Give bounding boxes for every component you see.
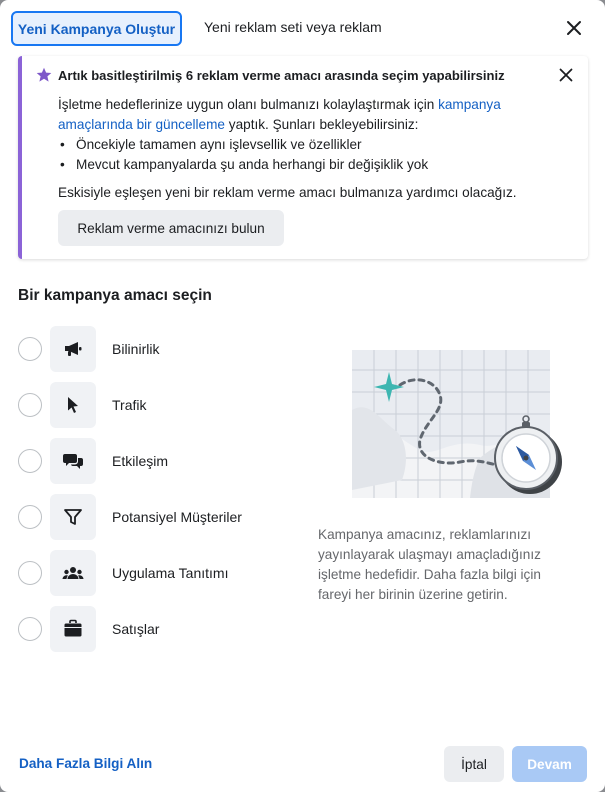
notice-title: Artık basitleştirilmiş 6 reklam verme amacı arasında seçim yapabilirsiniz — [58, 68, 505, 83]
objective-icon-tile — [50, 494, 96, 540]
people-icon — [62, 563, 84, 583]
objective-label: Satışlar — [112, 621, 160, 637]
objective-icon-tile — [50, 382, 96, 428]
tab-new-campaign[interactable]: Yeni Kampanya Oluştur — [11, 11, 182, 46]
notice-body — [58, 95, 568, 135]
continue-button[interactable]: Devam — [512, 746, 587, 782]
radio-leads[interactable] — [18, 505, 42, 529]
notice-body-text: İşletme hedeflerinize uygun olanı bulmanızı kolaylaştırmak için — [58, 97, 439, 112]
objective-label: Uygulama Tanıtımı — [112, 565, 229, 581]
briefcase-icon — [63, 619, 83, 639]
objective-update-notice — [18, 56, 588, 259]
objective-icon-tile — [50, 606, 96, 652]
cursor-icon — [63, 395, 83, 415]
objective-icon-tile — [50, 550, 96, 596]
objective-label: Trafik — [112, 397, 147, 413]
map-compass-illustration — [340, 340, 570, 515]
objective-label: Potansiyel Müşteriler — [112, 509, 242, 525]
notice-bullet: • Öncekiyle tamamen aynı işlevsellik ve özellikler — [58, 135, 428, 155]
dialog-header — [0, 0, 605, 56]
objective-option-leads[interactable] — [18, 494, 298, 540]
objective-option-traffic[interactable] — [18, 382, 298, 428]
objective-option-engagement[interactable] — [18, 438, 298, 484]
find-objective-button[interactable]: Reklam verme amacınızı bulun — [58, 210, 284, 246]
close-icon[interactable] — [563, 17, 585, 39]
notice-closing-text: Eskisiyle eşleşen yeni bir reklam verme amacı bulmanıza yardımcı olacağız. — [58, 185, 517, 200]
chat-bubbles-icon — [62, 451, 84, 471]
notice-body-text-end: yaptık. Şunları bekleyebilirsiniz: — [225, 117, 419, 132]
objective-label: Etkileşim — [112, 453, 169, 469]
filter-icon — [63, 507, 83, 527]
objective-helper-text: Kampanya amacınız, reklamlarınızı yayınlayarak ulaşmayı amaçladığınız işletme hedefidir. Daha fazla bilgi için fareyi her birinin üzerine getirin. — [318, 527, 541, 602]
section-title: Bir kampanya amacı seçin — [18, 287, 212, 304]
notice-bullet-list — [58, 135, 428, 175]
objective-option-app-promotion[interactable] — [18, 550, 298, 596]
radio-engagement[interactable] — [18, 449, 42, 473]
objective-icon-tile — [50, 326, 96, 372]
radio-app-promotion[interactable] — [18, 561, 42, 585]
notice-close-icon[interactable] — [558, 67, 574, 83]
star-icon — [36, 67, 52, 83]
radio-traffic[interactable] — [18, 393, 42, 417]
radio-awareness[interactable] — [18, 337, 42, 361]
objective-option-sales[interactable] — [18, 606, 298, 652]
cancel-button[interactable]: İptal — [444, 746, 504, 782]
radio-sales[interactable] — [18, 617, 42, 641]
tab-new-adset-or-ad[interactable]: Yeni reklam seti veya reklam — [204, 19, 382, 35]
objective-label: Bilinirlik — [112, 341, 160, 357]
objective-option-awareness[interactable] — [18, 326, 298, 372]
megaphone-icon — [63, 339, 83, 359]
objective-icon-tile — [50, 438, 96, 484]
learn-more-link[interactable]: Daha Fazla Bilgi Alın — [19, 756, 153, 771]
notice-bullet: • Mevcut kampanyalarda şu anda herhangi bir değişiklik yok — [58, 155, 428, 175]
objective-update-link[interactable]: kampanya amaçlarında bir güncelleme — [58, 97, 501, 132]
